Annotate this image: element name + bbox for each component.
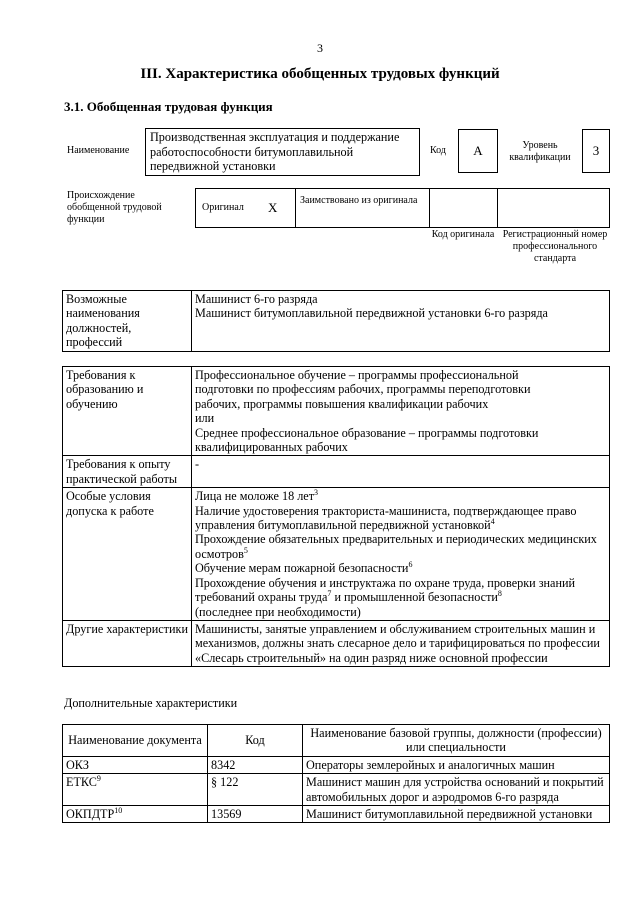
req-conditions-cell [192, 488, 610, 621]
origin-divider-3 [497, 188, 498, 228]
origin-label: Происхождение обобщенной трудовой функции [67, 190, 162, 225]
position-line-2: Машинист битумоплавильной передвижной установки 6-го разряда [195, 306, 548, 321]
level-label: Уровень квалификации [509, 140, 571, 163]
original-mark: X [268, 200, 278, 215]
page-number: 3 [317, 41, 323, 55]
origin-box [195, 188, 610, 228]
condition-item: Обучение мерам пожарной безопасности$^6$ [195, 560, 413, 576]
reg-number-caption: Регистрационный номер профессионального стандарта [502, 229, 608, 264]
req-other-label: Другие характеристики [63, 620, 192, 666]
origin-divider-1 [295, 188, 296, 228]
req-education-line: или [195, 411, 215, 426]
positions-cell [192, 291, 610, 352]
additional-title: Дополнительные характеристики [64, 696, 238, 710]
positions-table [62, 290, 610, 352]
req-education-line: Среднее профессиональное образование – программы подготовки [195, 425, 539, 440]
name-box [145, 128, 420, 176]
condition-item: Прохождение обязательных предварительных и периодических медицинских осмотров$^5$ [195, 532, 597, 561]
position-line-1: Машинист 6-го разряда [195, 292, 318, 306]
condition-item: Наличие удостоверения тракториста-машиниста, подтверждающее право управления битумоплавильной передвижной установкой$^4$ [195, 503, 577, 533]
req-education-cell [192, 367, 610, 456]
condition-item: Прохождение обучения и инструктажа по охране труда, проверки знаний требований охраны труда$^7$ и промышленной безопасности$^8$ [195, 575, 576, 605]
req-education-line: рабочих, программы повышения квалификации рабочих [195, 396, 489, 411]
borrowed-label: Заимствовано из оригинала [300, 195, 418, 206]
code-value: А [458, 129, 498, 173]
req-other-value: Машинисты, занятые управлением и обслуживанием строительных машин и механизмов, должны знать слесарное дело и тарифицироваться по профессии «Слесарь строительный» на один разряд ниже основной профессии [192, 620, 610, 666]
col-header-name: Наименование базовой группы, должности (профессии) или специальности [303, 725, 610, 757]
req-conditions-label: Особые условия допуска к работе [63, 488, 192, 621]
col-header-doc: Наименование документа [63, 725, 208, 757]
table-row: ЕТКС$^9$ § 122 Машинист машин для устройства оснований и покрытий автомобильных дорог и аэродромов 6-го разряда [63, 774, 610, 806]
origin-divider-2 [429, 188, 430, 228]
name-underline [145, 175, 420, 176]
req-experience-value: - [192, 456, 610, 488]
req-experience-label: Требования к опыту практической работы [63, 456, 192, 488]
req-education-line: подготовки по профессиям рабочих, программы переподготовки [195, 382, 531, 397]
req-education-line: квалифицированных рабочих [195, 440, 348, 455]
section-title: III. Характеристика обобщенных трудовых функций [140, 66, 500, 82]
condition-item: Лица не моложе 18 лет$^3$ [195, 488, 319, 504]
positions-label: Возможные наименования должностей, профессий [63, 291, 192, 352]
subsection-title: 3.1. Обобщенная трудовая функция [64, 99, 273, 114]
additional-table [62, 724, 610, 823]
level-value: 3 [582, 129, 610, 173]
req-education-label: Требования к образованию и обучению [63, 367, 192, 456]
original-label: Оригинал [202, 202, 244, 213]
col-header-code: Код [208, 725, 303, 757]
code-original-caption: Код оригинала [431, 229, 495, 240]
table-row: ОКЗ 8342 Операторы землеройных и аналогичных машин [63, 756, 610, 773]
requirements-table [62, 366, 610, 667]
name-label: Наименование [67, 145, 130, 156]
table-row: ОКПДТР$^{10}$ 13569 Машинист битумоплавильной передвижной установки [63, 806, 610, 823]
code-label: Код [430, 145, 446, 156]
req-education-line: Профессиональное обучение – программы профессиональной [195, 368, 519, 382]
name-value: Производственная эксплуатация и поддержание работоспособности битумоплавильной передвижной установки [150, 130, 400, 173]
condition-item: (последнее при необходимости) [195, 604, 361, 619]
